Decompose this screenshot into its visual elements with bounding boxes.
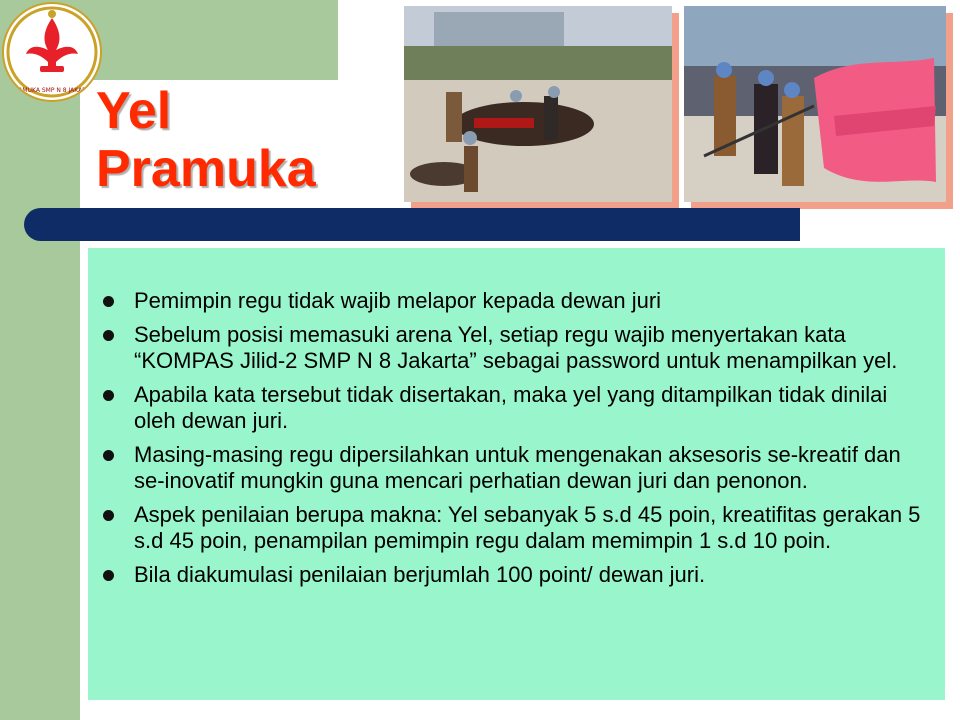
list-item [98,288,931,314]
list-item-text: Pemimpin regu tidak wajib melapor kepada dewan juri [134,288,662,313]
title-line-1: Yel [96,82,172,140]
scouts-waving-flag-photo [684,6,946,202]
scout-logo [2,2,102,102]
list-item [98,322,931,374]
list-item-text: Sebelum posisi memasuki arena Yel, setiap regu wajib menyertakan kata “KOMPAS Jilid-2 SMP N 8 Jakarta” sebagai password untuk menampilkan yel. [134,322,898,373]
bullet-icon [103,390,114,401]
list-item-text: Apabila kata tersebut tidak disertakan, maka yel yang ditampilkan tidak dinilai oleh dewan juri. [134,382,888,433]
bullet-icon [103,450,114,461]
list-item-text: Aspek penilaian berupa makna: Yel sebanyak 5 s.d 45 poin, kreatifitas gerakan 5 s.d 45 poin, penampilan pemimpin regu dalam memimpin 1 s.d 10 poin. [134,502,921,553]
list-item-text: Masing-masing regu dipersilahkan untuk mengenakan aksesoris se-kreatif dan se-inovatif mungkin guna mencari perhatian dewan juri dan penonon. [134,442,901,493]
list-item [98,382,931,434]
side-strip [0,0,80,720]
top-decor-block [80,0,338,80]
logo-caption: PRAMUKA SMP N 8 JAKARTA [10,87,94,94]
bullet-icon [103,296,114,307]
bullet-icon [103,330,114,341]
list-item [98,562,931,588]
scout-fleur-de-lis-icon [4,4,100,100]
bullet-icon [103,510,114,521]
divider-bar [24,208,800,241]
list-item [98,442,931,494]
list-item-text: Bila diakumulasi penilaian berjumlah 100 point/ dewan juri. [134,562,706,587]
rules-list [98,288,931,588]
page-title [96,82,316,198]
bullet-icon [103,570,114,581]
content-box [88,248,945,700]
list-item [98,502,931,554]
title-line-2: Pramuka [96,140,316,198]
scouts-performing-photo [404,6,672,202]
